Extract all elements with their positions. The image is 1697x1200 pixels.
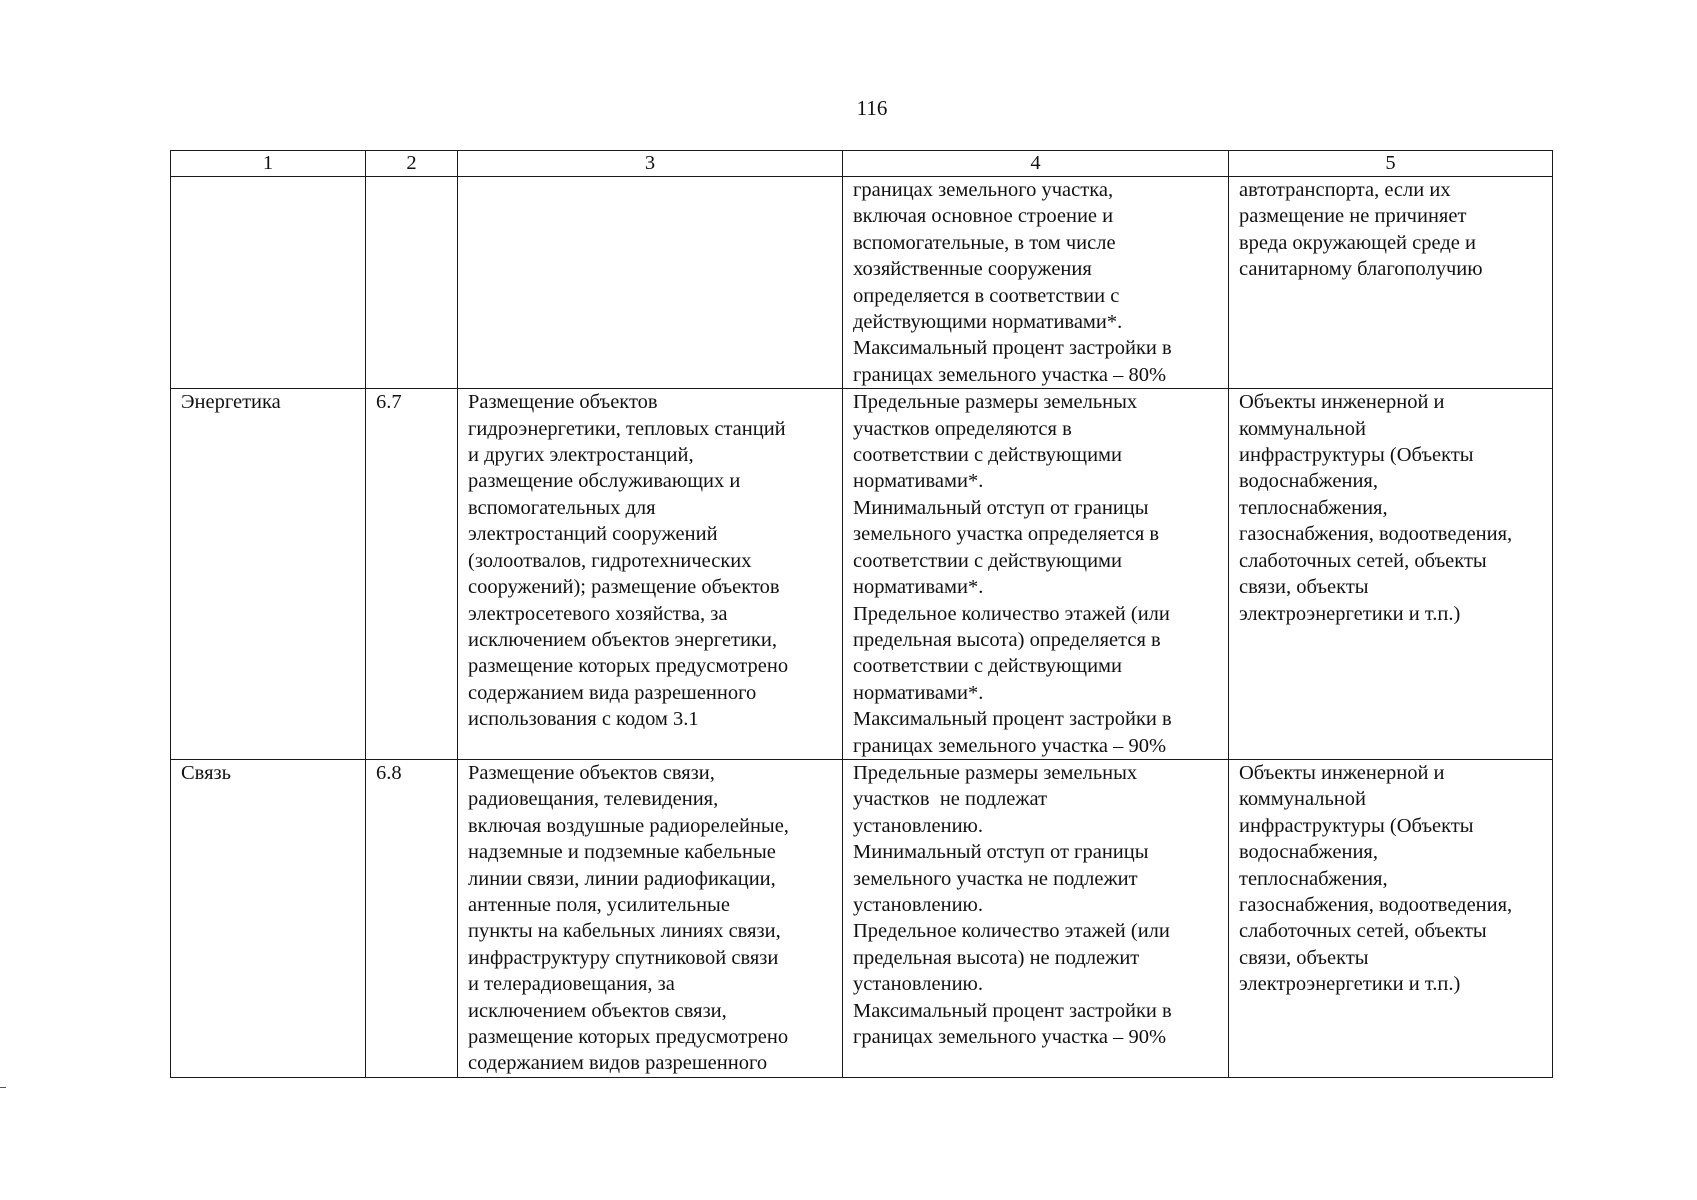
auxiliary-line: коммунальной <box>1239 417 1366 440</box>
parameters-line: нормативами*. <box>853 470 984 493</box>
parameters-line: установлению. <box>853 893 983 916</box>
auxiliary-line: санитарному благополучию <box>1239 258 1483 281</box>
parameters-line: установлению. <box>853 973 983 996</box>
parameters-line: действующими нормативами*. <box>853 311 1123 334</box>
auxiliary-line: газоснабжения, водоотведения, <box>1239 893 1513 916</box>
parameters-line: границах земельного участка, <box>853 179 1114 201</box>
parameters-line: предельная высота) определяется в <box>853 628 1161 651</box>
parameters-line: земельного участка определяется в <box>853 523 1160 546</box>
description-line: электросетевого хозяйства, за <box>468 602 728 625</box>
auxiliary-line: связи, объекты <box>1239 576 1369 599</box>
description-cell <box>458 177 843 389</box>
description-line: исключением объектов связи, <box>468 999 727 1022</box>
parameters-line: хозяйственные сооружения <box>853 258 1092 281</box>
auxiliary-line: газоснабжения, водоотведения, <box>1239 523 1513 546</box>
parameters-line: предельная высота) не подлежит <box>853 946 1140 969</box>
parameters-line: соответствии с действующими <box>853 444 1122 467</box>
parameters-line: Предельное количество этажей (или <box>853 920 1170 943</box>
parameters-cell <box>843 759 1229 1077</box>
description-line: линии связи, линии радиофикации, <box>468 867 776 890</box>
description-line: Размещение объектов <box>468 391 658 414</box>
description-line: включая воздушные радиорелейные, <box>468 814 789 837</box>
auxiliary-line: теплоснабжения, <box>1239 867 1388 890</box>
auxiliary-line: вреда окружающей среде и <box>1239 231 1476 254</box>
auxiliary-line: инфраструктуры (Объекты <box>1239 814 1474 837</box>
description-line: надземные и подземные кабельные <box>468 841 776 864</box>
auxiliary-line: Объекты инженерной и <box>1239 761 1445 784</box>
parameters-line: включая основное строение и <box>853 205 1114 228</box>
description-line: исключением объектов энергетики, <box>468 628 777 651</box>
description-line: размещение обслуживающих и <box>468 470 741 493</box>
description-line: содержанием вида разрешенного <box>468 681 757 704</box>
auxiliary-line: коммунальной <box>1239 788 1366 811</box>
land-use-code-cell: 6.7 <box>366 389 458 760</box>
column-header-3: 3 <box>458 151 843 177</box>
parameters-line: Предельное количество этажей (или <box>853 602 1170 625</box>
description-line: электростанций сооружений <box>468 523 718 546</box>
auxiliary-line: теплоснабжения, <box>1239 496 1388 519</box>
column-header-5: 5 <box>1229 151 1553 177</box>
auxiliary-uses-cell <box>1229 389 1553 760</box>
parameters-line: границах земельного участка – 90% <box>853 734 1167 757</box>
description-line: гидроэнергетики, тепловых станций <box>468 417 786 440</box>
table-row-communication <box>171 759 1553 1077</box>
parameters-line: вспомогательные, в том числе <box>853 231 1116 254</box>
auxiliary-line: водоснабжения, <box>1239 841 1378 864</box>
table-row-continuation <box>171 177 1553 389</box>
description-line: размещение которых предусмотрено <box>468 655 789 678</box>
description-line: радиовещания, телевидения, <box>468 788 719 811</box>
auxiliary-uses-cell <box>1229 177 1553 389</box>
land-use-code-cell: 6.8 <box>366 759 458 1077</box>
page-number: 116 <box>856 96 888 120</box>
auxiliary-line: электроэнергетики и т.п.) <box>1239 602 1461 625</box>
parameters-cell <box>843 177 1229 389</box>
auxiliary-line: водоснабжения, <box>1239 470 1378 493</box>
land-use-name-cell <box>171 177 366 389</box>
column-header-4: 4 <box>843 151 1229 177</box>
parameters-line: Максимальный процент застройки в <box>853 999 1172 1022</box>
description-line: использования с кодом 3.1 <box>468 708 699 731</box>
table-row-energy <box>171 389 1553 760</box>
description-line: содержанием видов разрешенного <box>468 1052 768 1075</box>
auxiliary-line: электроэнергетики и т.п.) <box>1239 973 1461 996</box>
parameters-line: Предельные размеры земельных <box>853 391 1138 414</box>
land-use-table <box>170 150 1553 1078</box>
land-use-name-cell: Связь <box>171 759 366 1077</box>
auxiliary-line: связи, объекты <box>1239 946 1369 969</box>
description-line: вспомогательных для <box>468 496 656 519</box>
description-line: инфраструктуру спутниковой связи <box>468 946 779 969</box>
description-line: и телерадиовещания, за <box>468 973 675 996</box>
parameters-line: Минимальный отступ от границы <box>853 496 1149 519</box>
description-line: Размещение объектов связи, <box>468 761 715 784</box>
description-line: антенные поля, усилительные <box>468 893 730 916</box>
auxiliary-uses-cell <box>1229 759 1553 1077</box>
parameters-line: соответствии с действующими <box>853 549 1122 572</box>
parameters-line: участков не подлежат <box>853 788 1048 811</box>
parameters-line: границах земельного участка – 90% <box>853 1026 1167 1048</box>
parameters-cell <box>843 389 1229 760</box>
parameters-line: соответствии с действующими <box>853 655 1122 678</box>
auxiliary-line: слаботочных сетей, объекты <box>1239 549 1487 572</box>
land-use-code-cell <box>366 177 458 389</box>
auxiliary-line: слаботочных сетей, объекты <box>1239 920 1487 943</box>
description-cell <box>458 759 843 1077</box>
column-header-2: 2 <box>366 151 458 177</box>
header-row <box>171 151 1553 177</box>
parameters-line: нормативами*. <box>853 681 984 704</box>
description-line: и других электростанций, <box>468 444 694 467</box>
description-line: размещение которых предусмотрено <box>468 1026 789 1048</box>
auxiliary-line: Объекты инженерной и <box>1239 391 1445 414</box>
column-header-1: 1 <box>171 151 366 177</box>
parameters-line: Максимальный процент застройки в <box>853 337 1172 360</box>
parameters-line: границах земельного участка – 80% <box>853 363 1167 386</box>
parameters-line: нормативами*. <box>853 576 984 599</box>
description-line: сооружений); размещение объектов <box>468 576 780 599</box>
parameters-line: определяется в соответствии с <box>853 284 1120 307</box>
parameters-line: Максимальный процент застройки в <box>853 708 1172 731</box>
description-line: пункты на кабельных линиях связи, <box>468 920 781 943</box>
description-line: (золоотвалов, гидротехнических <box>468 549 752 572</box>
parameters-line: земельного участка не подлежит <box>853 867 1138 890</box>
land-use-name-cell: Энергетика <box>171 389 366 760</box>
parameters-line: Предельные размеры земельных <box>853 761 1138 784</box>
auxiliary-line: размещение не причиняет <box>1239 205 1467 228</box>
auxiliary-line: инфраструктуры (Объекты <box>1239 444 1474 467</box>
auxiliary-line: автотранспорта, если их <box>1239 179 1451 201</box>
parameters-line: установлению. <box>853 814 983 837</box>
description-cell <box>458 389 843 760</box>
scan-margin-mark <box>0 1087 6 1088</box>
parameters-line: Минимальный отступ от границы <box>853 841 1149 864</box>
parameters-line: участков определяются в <box>853 417 1072 440</box>
